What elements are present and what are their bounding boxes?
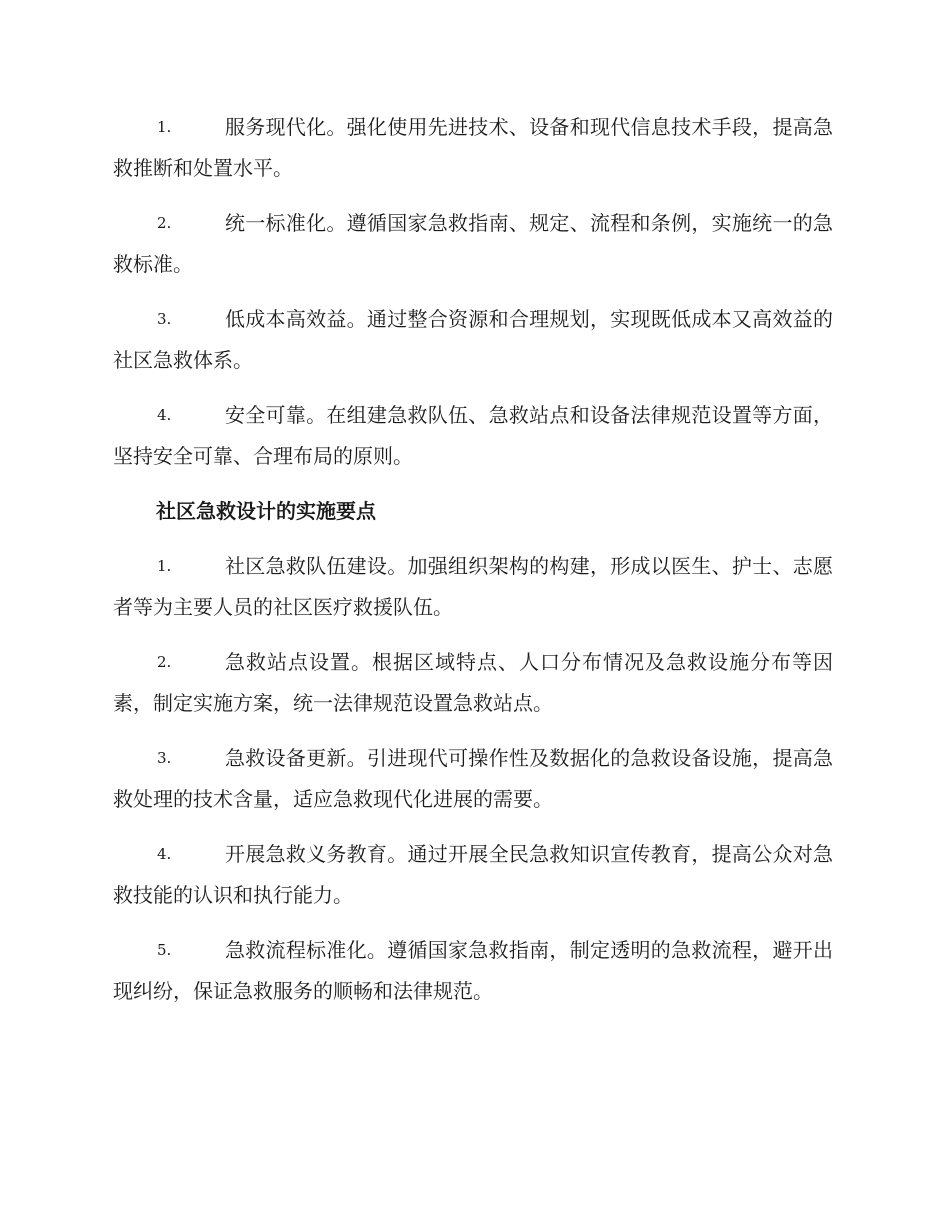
list-item <box>113 395 833 477</box>
list-item-text: 急救设备更新。引进现代可操作性及数据化的急救设备设施，提高急救处理的技术含量，适应急救现代化进展的需要。 <box>113 746 833 811</box>
list-number: 2. <box>157 653 172 671</box>
list-item-text: 低成本高效益。通过整合资源和合理规划，实现既低成本又高效益的社区急救体系。 <box>113 307 833 372</box>
list-item-text: 安全可靠。在组建急救队伍、急救站点和设备法律规范设置等方面，坚持安全可靠、合理布局的原则。 <box>113 403 833 468</box>
list-item-text: 急救流程标准化。遵循国家急救指南，制定透明的急救流程，避开出现纠纷，保证急救服务的顺畅和法律规范。 <box>113 938 833 1003</box>
list-item <box>113 642 833 724</box>
implementation-points-list <box>113 546 833 1012</box>
list-item <box>113 930 833 1012</box>
list-item <box>113 203 833 285</box>
list-item-text: 统一标准化。遵循国家急救指南、规定、流程和条例，实施统一的急救标准。 <box>113 211 833 276</box>
list-number: 3. <box>157 749 172 767</box>
list-number: 1. <box>157 557 172 575</box>
list-number: 1. <box>157 118 172 136</box>
list-item <box>113 738 833 820</box>
list-item-text: 社区急救队伍建设。加强组织架构的构建，形成以医生、护士、志愿者等为主要人员的社区医疗救援队伍。 <box>113 554 833 619</box>
list-item-text: 服务现代化。强化使用先进技术、设备和现代信息技术手段，提高急救推断和处置水平。 <box>113 115 833 180</box>
section-heading: 社区急救设计的实施要点 <box>156 499 376 523</box>
list-item <box>113 834 833 916</box>
list-item <box>113 299 833 381</box>
list-item <box>113 107 833 189</box>
list-number: 2. <box>157 214 172 232</box>
list-item-text: 急救站点设置。根据区域特点、人口分布情况及急救设施分布等因素，制定实施方案，统一法律规范设置急救站点。 <box>113 650 833 715</box>
list-item-text: 开展急救义务教育。通过开展全民急救知识宣传教育，提高公众对急救技能的认识和执行能力。 <box>113 842 833 907</box>
document-page <box>113 107 833 1026</box>
list-number: 5. <box>157 941 172 959</box>
list-number: 4. <box>157 845 172 863</box>
list-item <box>113 546 833 628</box>
list-number: 4. <box>157 406 172 424</box>
principles-list <box>113 107 833 477</box>
list-number: 3. <box>157 310 172 328</box>
